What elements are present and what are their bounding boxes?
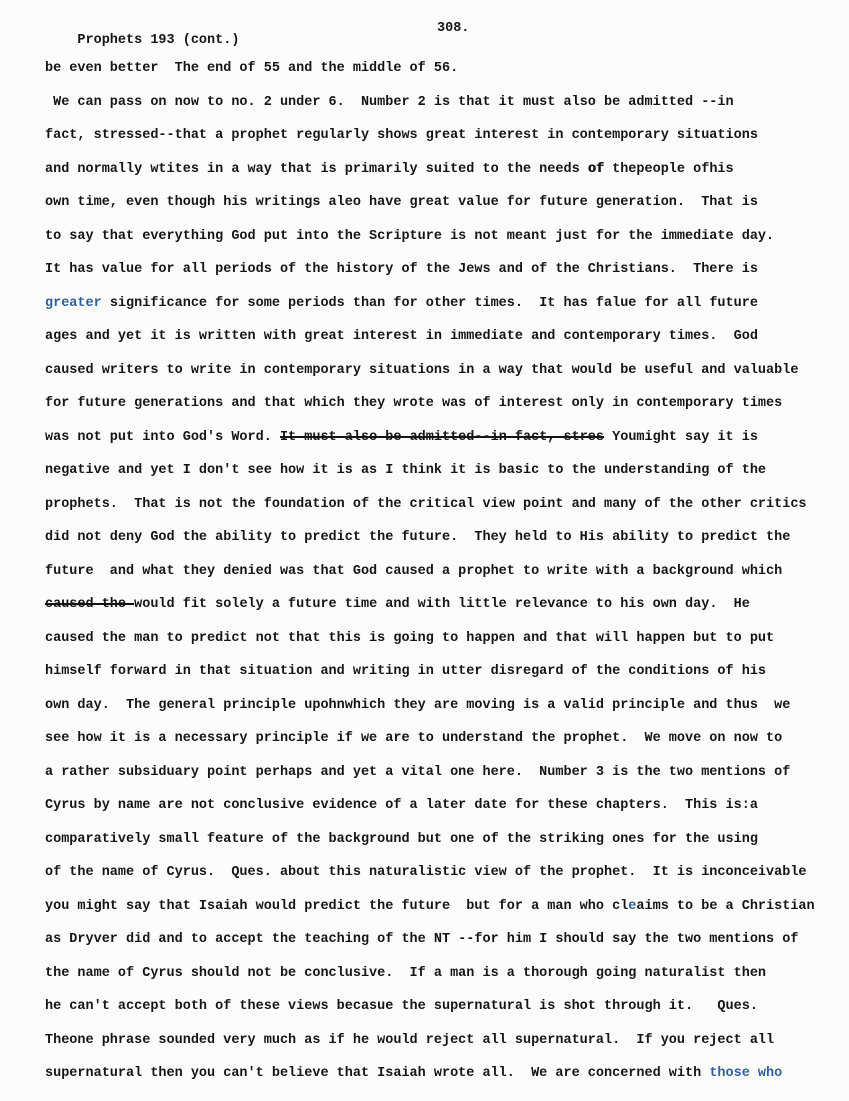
text-line (45, 655, 849, 689)
text-line (45, 421, 849, 455)
typed-text: to say that everything God put into the Scripture is not meant just for the immediate day. (45, 228, 775, 244)
text-line (45, 387, 849, 421)
typed-text: future and what they denied was that God caused a prophet to write with a background which (45, 563, 783, 579)
typed-text: caused the man to predict not that this is going to happen and that will happen but to put (45, 630, 775, 646)
typed-text: Cyrus by name are not conclusive evidence of a later date for these chapters. This is:a (45, 798, 758, 813)
typed-text: as Dryver did and to accept the teaching of the NT --for him I should say the two mentions of (45, 932, 799, 947)
typed-text: for future generations and that which they wrote was of interest only in contemporary times (45, 396, 783, 411)
text-line (45, 488, 849, 522)
typed-text: ages and yet it is written with great interest in immediate and contemporary times. God (45, 329, 758, 344)
typed-text: aims to be a Christian (636, 898, 815, 914)
text-line (45, 287, 849, 321)
typed-text: comparatively small feature of the background but one of the striking ones for the using (45, 831, 758, 847)
text-line (45, 890, 849, 924)
text-line (45, 555, 849, 589)
typed-text: you might say that Isaiah would predict the future but for a man who cl (45, 898, 629, 914)
text-line (45, 153, 849, 187)
page-header (45, 18, 849, 52)
typed-text: be even better The end of 55 and the middle of 56. (45, 61, 459, 76)
typed-text: negative and yet I don't see how it is as I think it is basic to the understanding of the (45, 463, 767, 478)
struck-out-text: It must also be admitted--in fact, stres (279, 429, 605, 445)
text-line (45, 454, 849, 488)
text-line (45, 186, 849, 220)
text-line (45, 1024, 849, 1058)
typed-text: Theone phrase sounded very much as if he would reject all supernatural. If you reject all (45, 1032, 775, 1048)
blue-ink-text: those who (709, 1066, 783, 1081)
document-body (45, 52, 849, 1091)
typed-text: would fit solely a future time and with little relevance to his own day. He (134, 597, 750, 612)
typed-text: was not put into God's Word. (45, 429, 280, 445)
typed-text: own time, even though his writings aleo have great value for future generation. That is (45, 195, 758, 210)
text-line (45, 354, 849, 388)
text-line (45, 756, 849, 790)
blue-ink-text: e (628, 898, 637, 914)
typed-text: caused writers to write in contemporary situations in a way that would be useful and valuable (45, 362, 799, 378)
text-line (45, 722, 849, 756)
typed-text: fact, stressed--that a prophet regularly shows great interest in contemporary situations (45, 128, 758, 143)
text-line (45, 789, 849, 823)
struck-out-text: caused the (45, 597, 135, 612)
text-line (45, 957, 849, 991)
typed-text: own day. The general principle upohnwhich they are moving is a valid principle and thus we (45, 697, 791, 713)
text-line (45, 923, 849, 957)
typed-text: did not deny God the ability to predict the future. They held to His ability to predict the (45, 530, 791, 545)
typed-text: prophets. That is not the foundation of the critical view point and many of the other critics (45, 496, 807, 512)
text-line (45, 86, 849, 120)
typed-text: significance for some periods than for other times. It has falue for all future (101, 295, 758, 311)
typed-text: It has value for all periods of the history of the Jews and of the Christians. There is (45, 262, 758, 277)
text-line (45, 52, 849, 86)
text-line (45, 521, 849, 555)
typed-text: supernatural then you can't believe that Isaiah wrote all. We are concerned with (45, 1066, 710, 1081)
text-line (45, 990, 849, 1024)
document-title: Prophets 193 (cont.) (77, 33, 240, 48)
text-line (45, 119, 849, 153)
typed-text: and normally wtites in a way that is primarily suited to the needs (45, 161, 588, 177)
text-line (45, 1057, 849, 1091)
typed-text: see how it is a necessary principle if we are to understand the prophet. We move on now to (45, 731, 783, 746)
page-number: 308. (437, 21, 470, 36)
typed-text: We can pass on now to no. 2 under 6. Number 2 is that it must also be admitted --in (45, 94, 734, 110)
typed-text: himself forward in that situation and writing in utter disregard of the conditions of his (45, 664, 767, 679)
typed-text: a rather subsiduary point perhaps and yet a vital one here. Number 3 is the two mentions of (45, 764, 791, 780)
typed-text: of the name of Cyrus. Ques. about this naturalistic view of the prophet. It is inconceivable (45, 865, 807, 880)
text-line (45, 220, 849, 254)
typed-text: the name of Cyrus should not be conclusive. If a man is a thorough going naturalist then (45, 965, 767, 981)
text-line (45, 823, 849, 857)
text-line (45, 622, 849, 656)
typed-text: Youmight say it is (604, 429, 758, 445)
text-line (45, 689, 849, 723)
text-line (45, 320, 849, 354)
blue-ink-text: greater (45, 295, 102, 311)
typed-text: he can't accept both of these views becasue the supernatural is shot through it. Ques. (45, 999, 758, 1014)
typed-text: of (587, 161, 604, 177)
text-line (45, 856, 849, 890)
text-line (45, 253, 849, 287)
text-line (45, 588, 849, 622)
typed-text: thepeople ofhis (604, 161, 734, 177)
